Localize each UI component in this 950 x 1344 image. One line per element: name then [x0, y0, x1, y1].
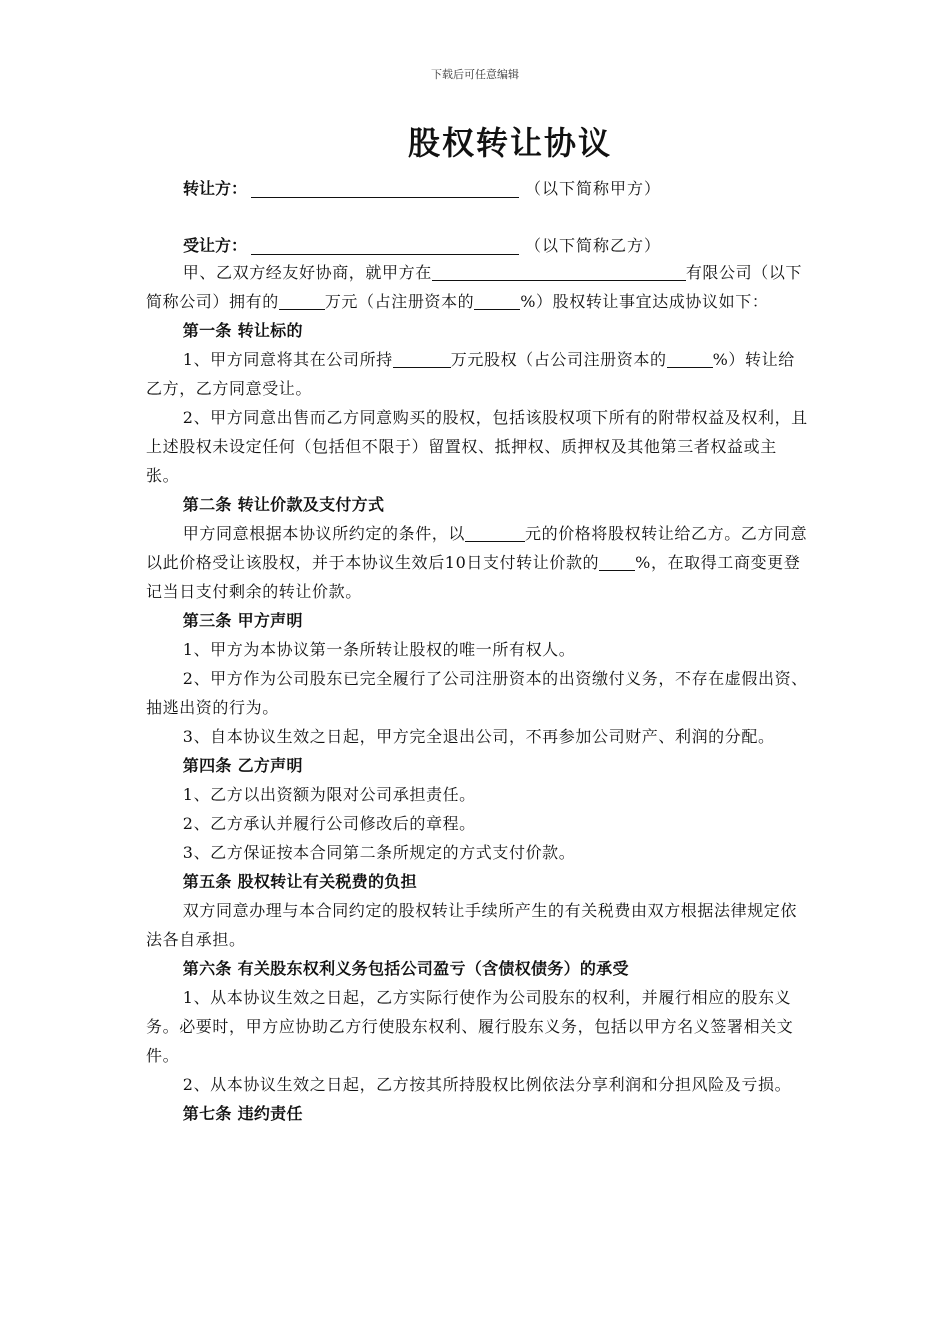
art1-text-c: %）转让给乙方，乙方同意受让。	[146, 350, 795, 398]
article-6-clause-2: 2、从本协议生效之日起，乙方按其所持股权比例依法分享利润和分担风险及亏损。	[182, 1075, 792, 1094]
art2-text-b: 元的价格将股权转让给乙方。乙方同意以此价格受让该股权，并于本协议生效后10日支付转让价款的	[146, 524, 808, 572]
article-2-heading: 第二条 转让价款及支付方式	[182, 495, 385, 514]
article-1-heading: 第一条 转让标的	[182, 321, 303, 340]
article-6-heading: 第六条 有关股东权利义务包括公司盈亏（含债权债务）的承受	[182, 959, 629, 978]
transferor-line	[183, 176, 661, 199]
article-1-clause-2: 2、甲方同意出售而乙方同意购买的股权，包括该股权项下所有的附带权益及权利，且上述股权未设定任何（包括但不限于）留置权、抵押权、质押权及其他第三者权益或主张。	[146, 408, 808, 485]
article-4-heading: 第四条 乙方声明	[182, 756, 303, 775]
intro-text-2: 有限公司（以下简称公司）拥有的	[146, 263, 803, 311]
transferee-note: （以下简称乙方）	[525, 236, 662, 255]
intro-text-1: 甲、乙双方经友好协商，就甲方在	[182, 263, 432, 282]
transferee-label: 受让方：	[183, 236, 248, 255]
article-5-heading: 第五条 股权转让有关税费的负担	[182, 872, 417, 891]
amount-blank	[279, 293, 325, 310]
transferee-line	[183, 233, 661, 256]
transferor-blank	[251, 179, 519, 198]
intro-text-3: 万元（占注册资本的	[324, 292, 475, 311]
art1-percent-blank	[667, 351, 713, 368]
art1-text-a: 1、甲方同意将其在公司所持	[182, 350, 393, 369]
intro-paragraph	[146, 258, 808, 316]
transferor-label: 转让方：	[183, 179, 248, 198]
transferee-blank	[251, 236, 519, 255]
intro-text-4: %）股权转让事宜达成协议如下：	[520, 292, 769, 311]
article-3-heading: 第三条 甲方声明	[182, 611, 303, 630]
article-4-clause-1: 1、乙方以出资额为限对公司承担责任。	[182, 785, 476, 804]
art2-text-a: 甲方同意根据本协议所约定的条件，以	[182, 524, 465, 543]
agreement-body	[146, 258, 808, 1128]
document-title: 股权转让协议	[407, 124, 612, 162]
article-4-clause-3: 3、乙方保证按本合同第二条所规定的方式支付价款。	[182, 843, 576, 862]
article-3-clause-2: 2、甲方作为公司股东已完全履行了公司注册资本的出资缴付义务，不存在虚假出资、抽逃出资的行为。	[146, 669, 808, 717]
article-5-clause: 双方同意办理与本合同约定的股权转让手续所产生的有关税费由双方根据法律规定依法各自承担。	[146, 901, 797, 949]
article-6-clause-1: 1、从本协议生效之日起，乙方实际行使作为公司股东的权利，并履行相应的股东义务。必要时，甲方应协助乙方行使股东权利、履行股东义务，包括以甲方名义签署相关文件。	[146, 988, 794, 1065]
company-blank	[432, 264, 686, 281]
article-7-heading: 第七条 违约责任	[182, 1104, 303, 1123]
art2-text-c: %，在取得工商变更登记当日支付剩余的转让价款。	[146, 553, 801, 601]
payment-percent-blank	[599, 554, 635, 571]
transferor-note: （以下简称甲方）	[525, 179, 662, 198]
percent-blank	[474, 293, 520, 310]
article-3-clause-1: 1、甲方为本协议第一条所转让股权的唯一所有权人。	[182, 640, 576, 659]
page-header: 下载后可任意编辑	[431, 68, 519, 81]
article-2-clause	[146, 519, 808, 606]
art1-amount-blank	[393, 351, 451, 368]
article-3-clause-3: 3、自本协议生效之日起，甲方完全退出公司，不再参加公司财产、利润的分配。	[182, 727, 775, 746]
price-blank	[465, 525, 525, 542]
article-4-clause-2: 2、乙方承认并履行公司修改后的章程。	[182, 814, 476, 833]
article-1-clause-1	[146, 345, 808, 403]
art1-text-b: 万元股权（占公司注册资本的	[450, 350, 667, 369]
